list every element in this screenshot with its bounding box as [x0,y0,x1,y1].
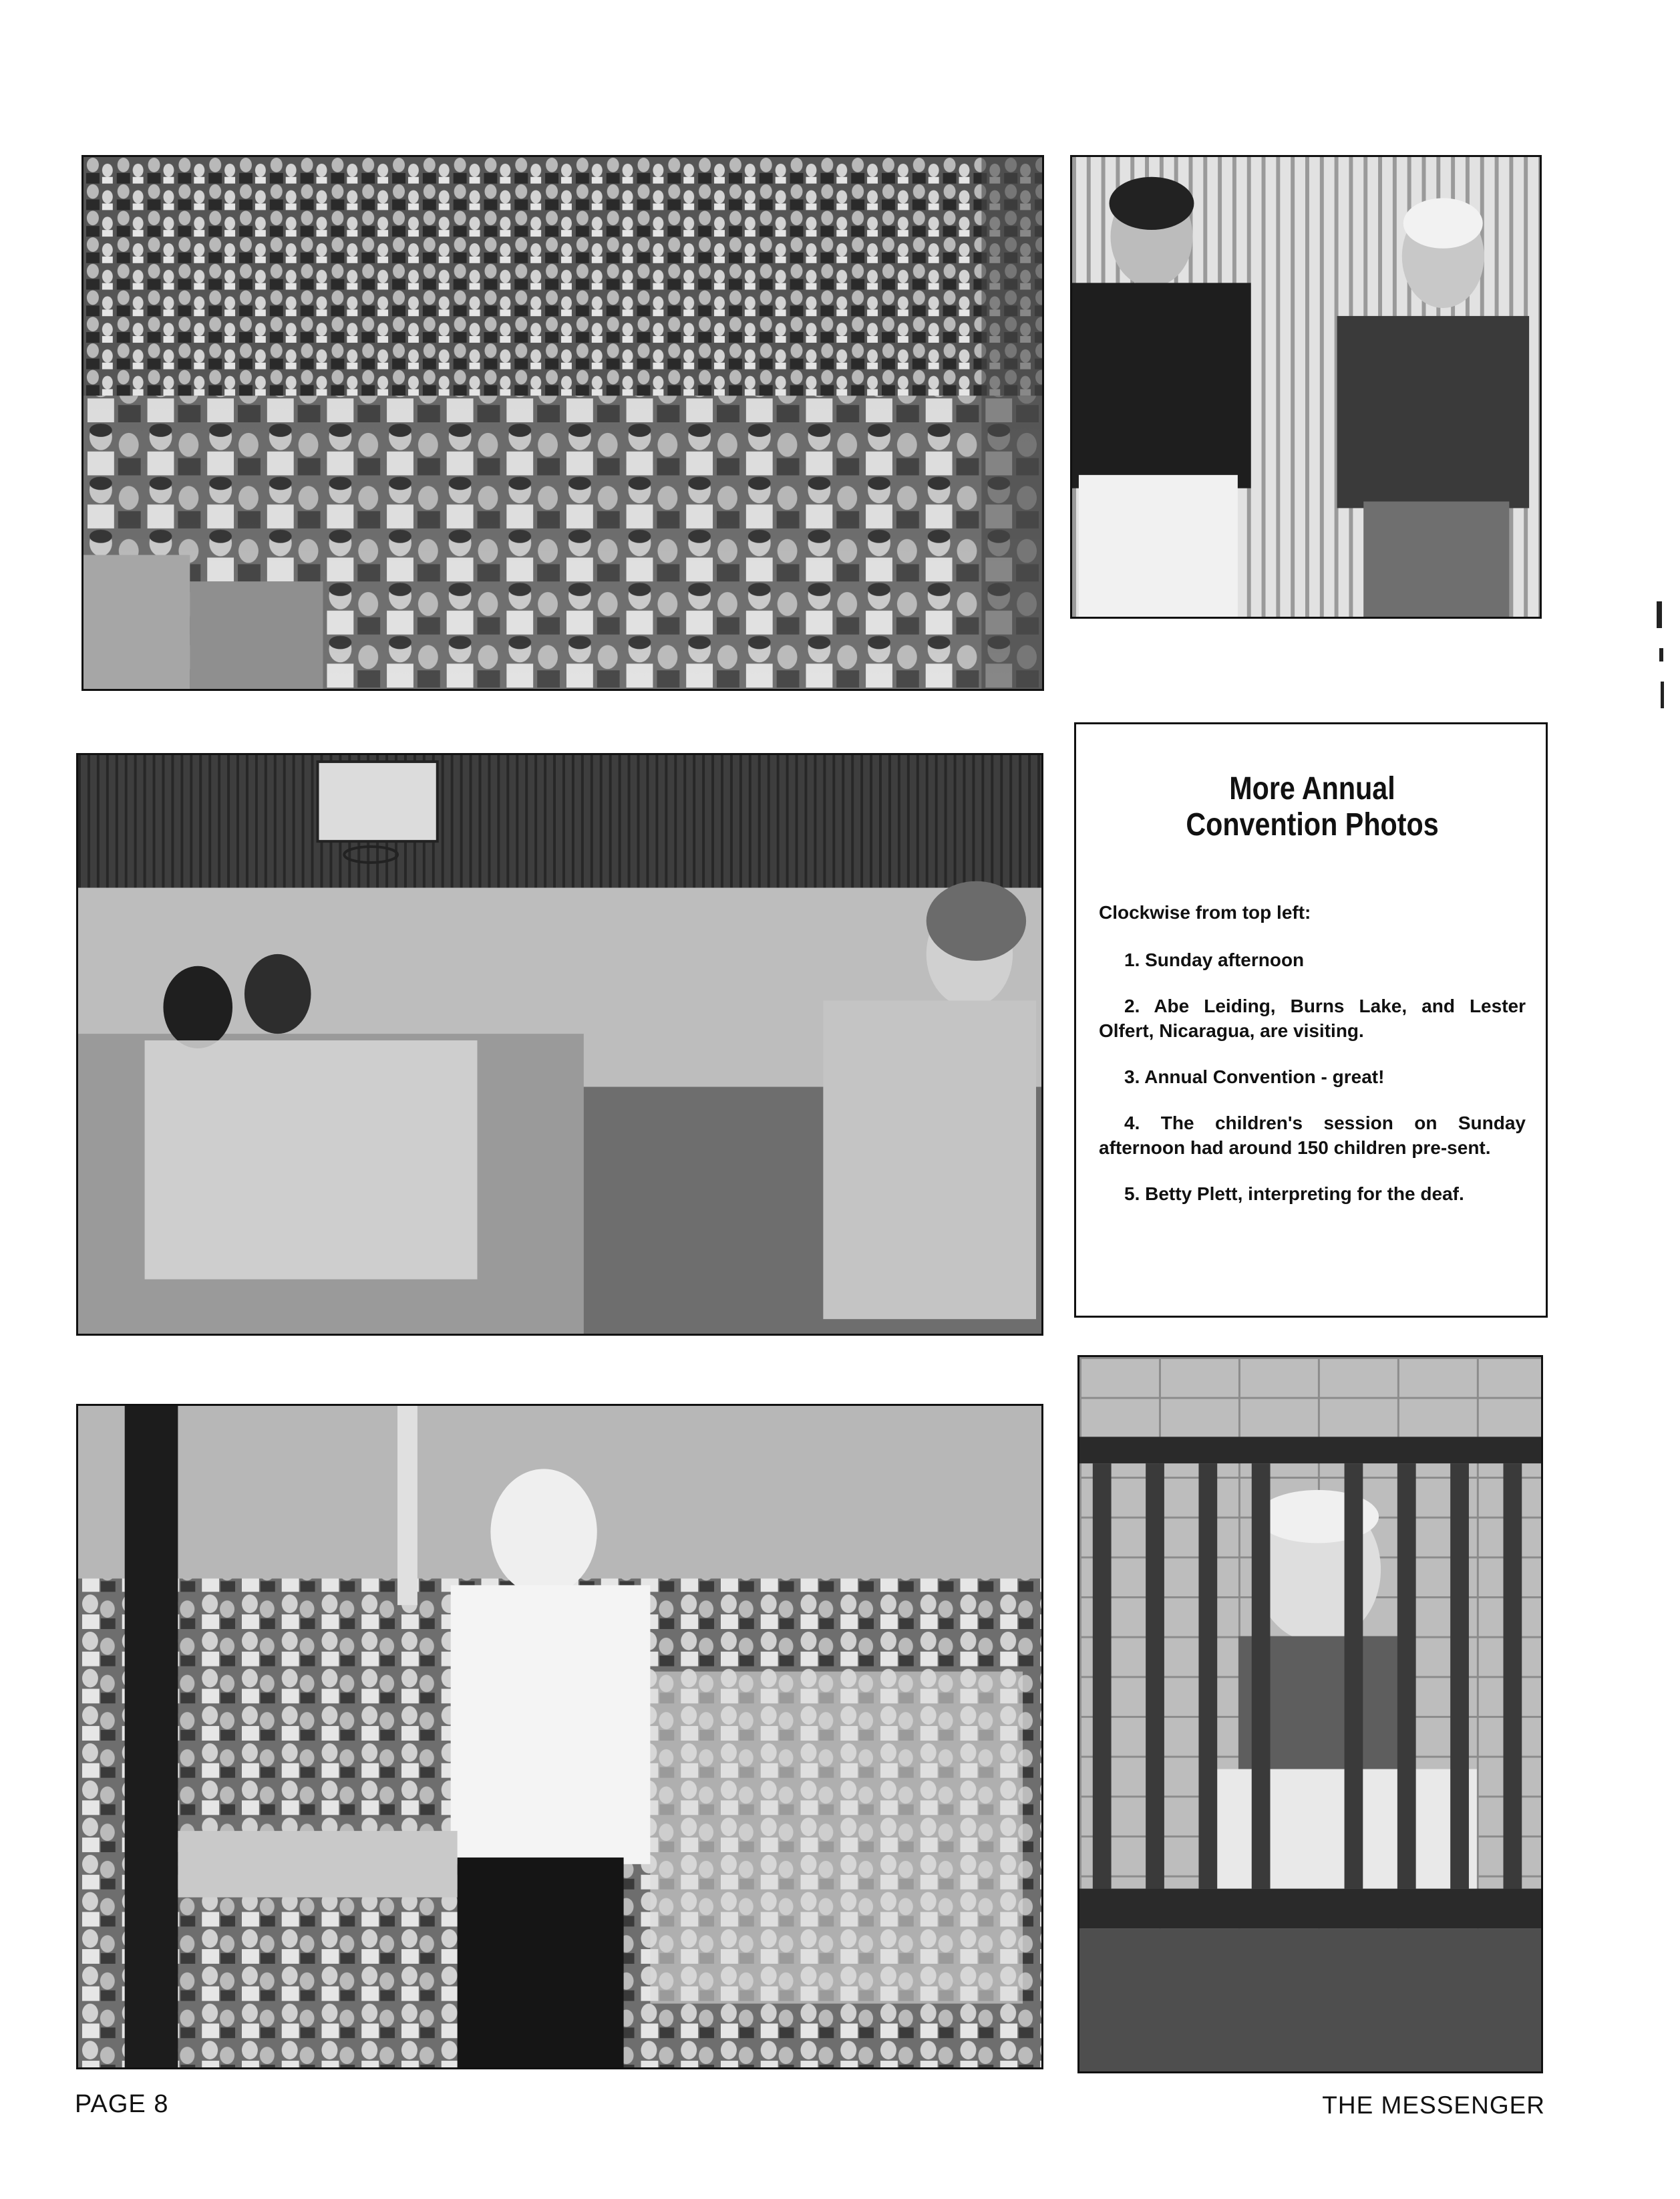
caption-item-2: 2. Abe Leiding, Burns Lake, and Lester Olfert, Nicaragua, are visiting. [1099,996,1526,1041]
photo-sunday-afternoon-audience [81,155,1044,691]
caption-item-3: 3. Annual Convention - great! [1124,1066,1385,1087]
box-title-line-1: More Annual [1229,771,1395,807]
photo-interpreting-for-deaf [76,753,1043,1336]
publication-name: THE MESSENGER [1322,2091,1545,2119]
photo-two-men-visiting [1070,155,1542,619]
children-audience-image [78,1406,1041,2067]
crib-child-image [1079,1357,1541,2071]
two-men-image [1072,157,1540,617]
gym-interpreter-image [78,755,1041,1334]
caption-box [1074,722,1548,1318]
photo-child-in-crib [1077,1355,1543,2073]
photo-childrens-session [76,1404,1043,2069]
caption-item-4: 4. The children's session on Sunday afternoon had around 150 children pre-sent. [1099,1113,1526,1158]
box-title [1129,771,1496,843]
caption-item-5: 5. Betty Plett, interpreting for the deaf. [1124,1183,1464,1204]
audience-crowd-image [83,157,1042,689]
scan-edge-marks [1650,601,1670,708]
caption-intro: Clockwise from top left: [1099,902,1311,923]
page-number: PAGE 8 [75,2090,169,2118]
caption-item-1: 1. Sunday afternoon [1124,949,1305,970]
box-title-line-2: Convention Photos [1186,807,1439,843]
